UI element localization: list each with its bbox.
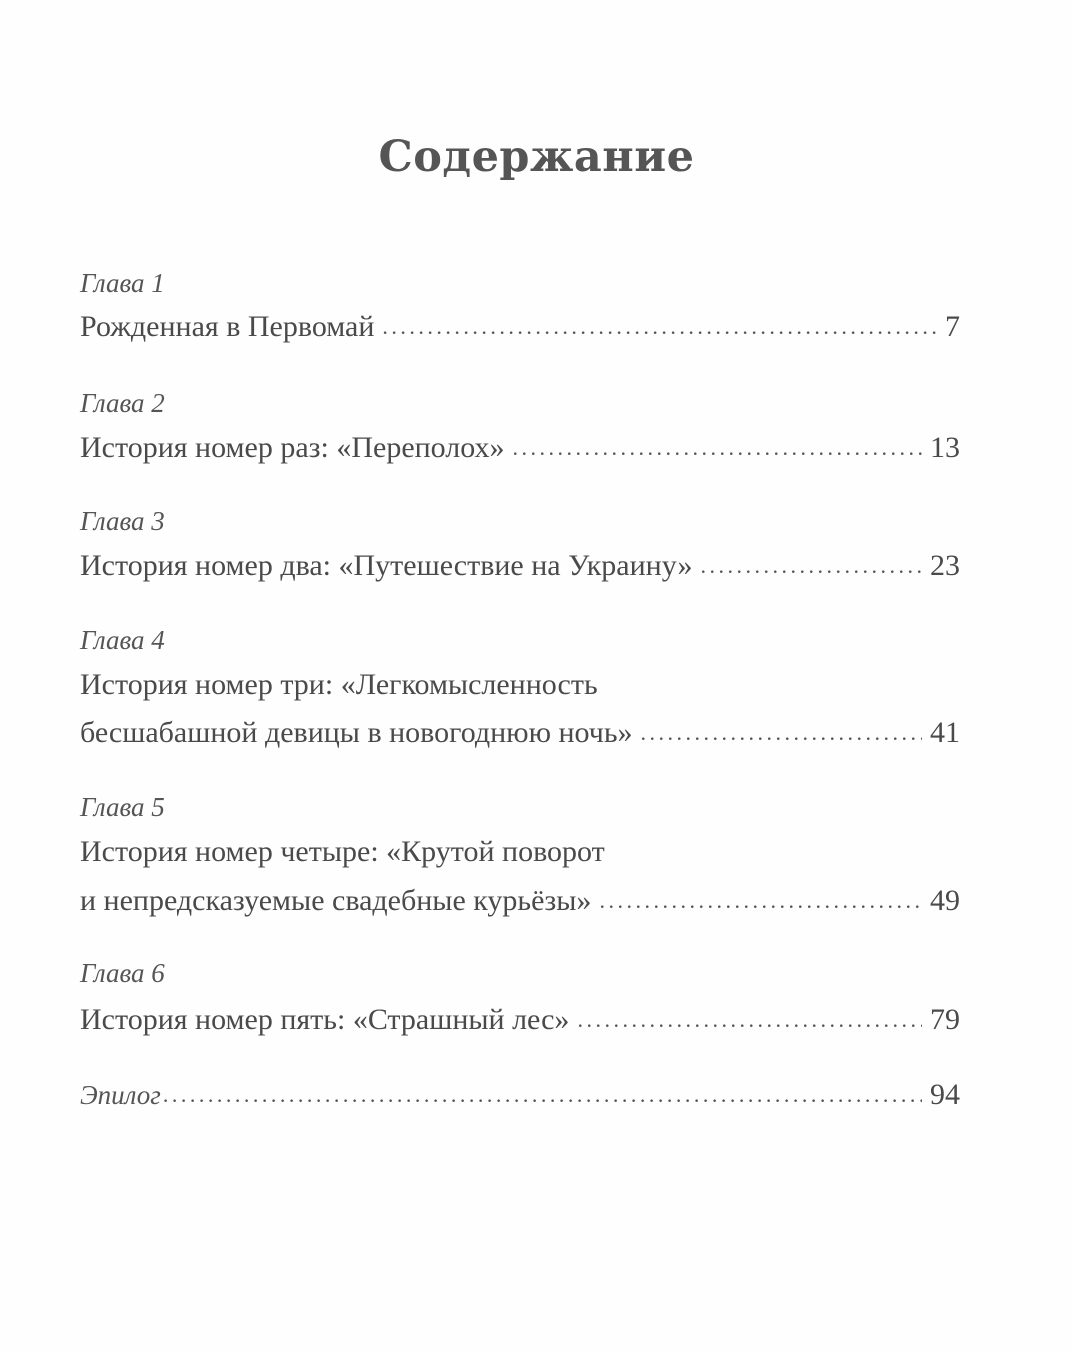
entry-title-line-1[interactable]: История номер четыре: «Крутой поворот xyxy=(80,835,605,868)
page-title: Содержание xyxy=(378,132,695,182)
dot-leader xyxy=(163,1082,922,1108)
page-number: 7 xyxy=(945,310,960,343)
chapter-label: Глава 4 xyxy=(80,625,165,655)
toc-entry-chapter-1[interactable] xyxy=(80,310,960,344)
dot-leader xyxy=(382,314,937,340)
page-number: 41 xyxy=(930,716,960,749)
chapter-label: Глава 3 xyxy=(80,506,165,536)
page-number: 23 xyxy=(930,549,960,582)
toc-entry-chapter-3[interactable] xyxy=(80,549,960,583)
entry-title: История номер раз: «Переполох» xyxy=(80,431,505,464)
entry-title: Эпилог xyxy=(80,1080,161,1110)
dot-leader xyxy=(599,888,922,914)
page-number: 94 xyxy=(930,1078,960,1111)
toc-entry-chapter-4[interactable] xyxy=(80,716,960,750)
chapter-label: Глава 1 xyxy=(80,268,165,298)
dot-leader xyxy=(641,720,922,746)
dot-leader xyxy=(513,435,922,461)
page-number: 13 xyxy=(930,431,960,464)
dot-leader xyxy=(577,1007,922,1033)
toc-entry-chapter-2[interactable] xyxy=(80,431,960,465)
chapter-label: Глава 2 xyxy=(80,388,165,418)
dot-leader xyxy=(700,553,922,579)
toc-entry-chapter-5[interactable] xyxy=(80,884,960,918)
chapter-label: Глава 6 xyxy=(80,958,165,988)
entry-title: История номер два: «Путешествие на Украину» xyxy=(80,549,693,582)
entry-title: Рожденная в Первомай xyxy=(80,310,375,343)
entry-title-line-1[interactable]: История номер три: «Легкомысленность xyxy=(80,668,598,701)
page-number: 49 xyxy=(930,884,960,917)
page-number: 79 xyxy=(930,1003,960,1036)
entry-title: История номер пять: «Страшный лес» xyxy=(80,1003,570,1036)
entry-title: бесшабашной девицы в новогоднюю ночь» xyxy=(80,716,633,749)
chapter-label: Глава 5 xyxy=(80,792,165,822)
toc-entry-chapter-6[interactable] xyxy=(80,1003,960,1037)
entry-title: и непредсказуемые свадебные курьёзы» xyxy=(80,884,592,917)
toc-entry-epilogue[interactable] xyxy=(80,1078,960,1112)
